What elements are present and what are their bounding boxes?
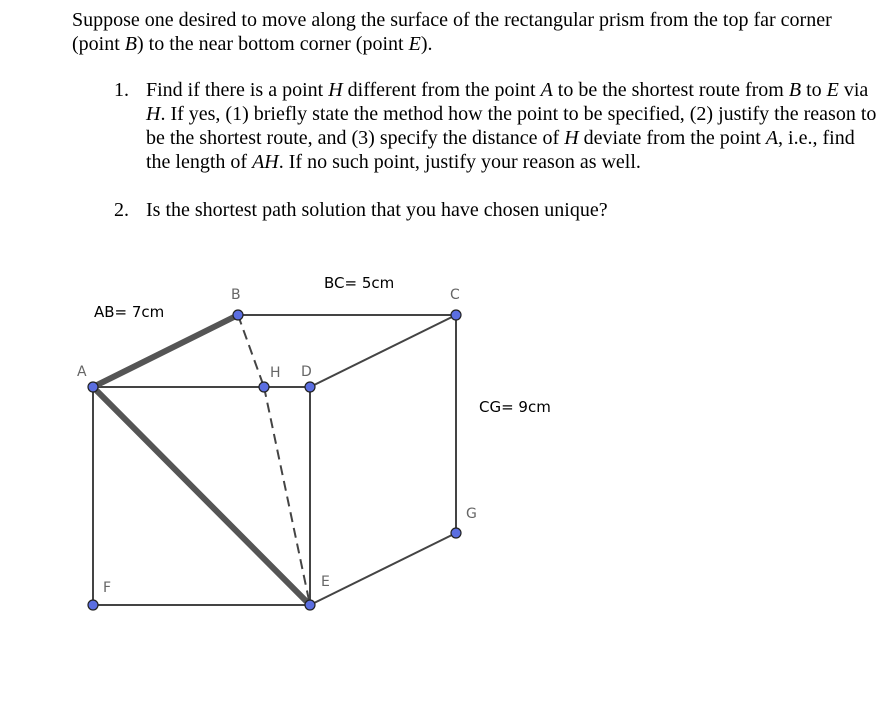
- point-c: [451, 310, 461, 320]
- measure-ab: AB= 7cm: [94, 303, 165, 321]
- math-letter: E: [826, 79, 839, 101]
- point-f: [88, 600, 98, 610]
- math-letter: A: [540, 79, 553, 101]
- route-b-a-thick: [93, 315, 238, 387]
- point-h: [259, 382, 269, 392]
- math-letter: AH: [252, 151, 279, 173]
- route-b-h-dashed: [238, 315, 264, 387]
- point-a: [88, 382, 98, 392]
- point-e: [305, 600, 315, 610]
- label-point-f: F: [103, 580, 112, 596]
- text-run: different from the point: [342, 79, 541, 101]
- label-point-b: B: [231, 287, 241, 303]
- text-run: . If yes, (1) briefly state the method how the point to be specified, (2) justify the reason to be the shortest route, and (3) specify the distance of: [146, 103, 877, 149]
- prism-points: [88, 310, 461, 610]
- edge-eg: [310, 533, 456, 605]
- label-point-g: G: [466, 506, 477, 522]
- math-letter: B: [788, 79, 802, 101]
- text-run: ) to the near bottom corner (point: [137, 33, 409, 55]
- point-g: [451, 528, 461, 538]
- math-letter: H: [328, 79, 343, 101]
- label-point-a: A: [77, 364, 87, 380]
- label-point-d: D: [301, 364, 312, 380]
- route-h-e-dashed: [264, 387, 310, 605]
- text-run: ).: [420, 33, 433, 55]
- edge-dc: [310, 315, 456, 387]
- text-run: to be the shortest route from: [552, 79, 789, 101]
- text-run: Is the shortest path solution that you have chosen unique?: [146, 199, 608, 221]
- text-run: . If no such point, justify your reason as well.: [278, 151, 641, 173]
- label-point-h: H: [270, 365, 281, 381]
- text-run: Suppose one desired to move along the surface of the rectangular prism from the top far corner (point: [72, 9, 832, 55]
- math-letter: H: [564, 127, 579, 149]
- label-point-e: E: [321, 574, 330, 590]
- text-run: to: [801, 79, 827, 101]
- label-point-c: C: [450, 287, 460, 303]
- text-run: , i.e., find the length of: [146, 127, 855, 173]
- route-a-e-thick: [93, 387, 310, 605]
- text-run: deviate from the point: [578, 127, 766, 149]
- math-letter: E: [408, 33, 421, 55]
- point-d: [305, 382, 315, 392]
- math-letter: B: [124, 33, 137, 55]
- math-letter: A: [765, 127, 779, 149]
- measure-bc: BC= 5cm: [324, 274, 395, 292]
- text-run: Find if there is a point: [146, 79, 329, 101]
- math-letter: H: [146, 103, 161, 125]
- text-run: via: [838, 79, 869, 101]
- measure-cg: CG= 9cm: [479, 398, 551, 416]
- point-b: [233, 310, 243, 320]
